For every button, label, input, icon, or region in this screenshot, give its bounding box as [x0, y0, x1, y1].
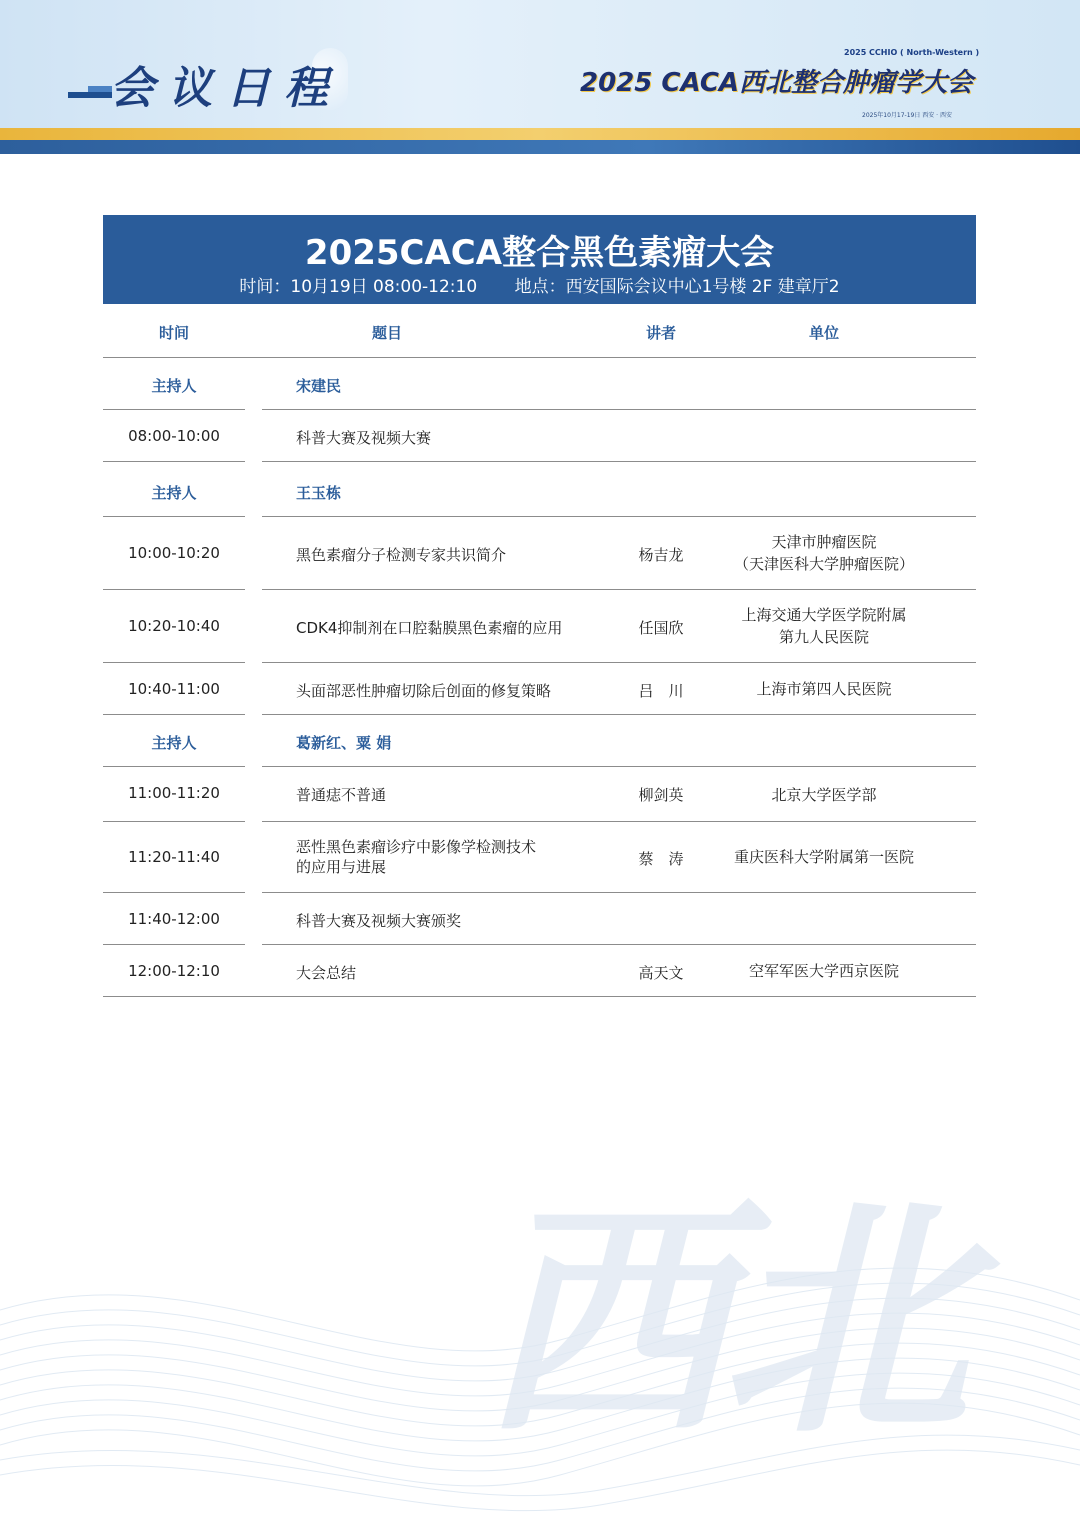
- host-name: 王玉栋: [296, 484, 342, 502]
- session-time: 时间：10月19日 08:00-12:10: [239, 277, 478, 297]
- session-info: [103, 272, 976, 297]
- row-speaker: 吕 川: [638, 682, 684, 700]
- logo-date: 2025年10月17-19日 西安 · 西安: [862, 112, 952, 119]
- host-name: 葛新红、粟 娟: [296, 734, 392, 752]
- section-title-block: [66, 48, 356, 120]
- row-time: 10:20-10:40: [128, 617, 220, 635]
- row-time: 12:00-12:10: [128, 962, 220, 980]
- row-speaker: 高天文: [638, 964, 684, 982]
- host-name: 宋建民: [296, 377, 342, 395]
- row-unit: 北京大学医学部: [771, 786, 877, 804]
- row-speaker: 任国欣: [638, 619, 684, 637]
- row-unit: [703, 604, 945, 648]
- row-unit: [703, 531, 945, 575]
- row-unit-line2: （天津医科大学肿瘤医院）: [733, 555, 914, 573]
- row-time: 11:20-11:40: [128, 848, 220, 866]
- host-row: [103, 715, 976, 767]
- row-time: 10:00-10:20: [128, 544, 220, 562]
- table-row: [103, 822, 976, 893]
- row-topic-line2: 的应用与进展: [296, 858, 387, 876]
- logo-subtitle: 2025 CCHIO ( North-Western ): [844, 48, 980, 57]
- row-unit-line1: 上海交通大学医学院附属: [741, 606, 907, 624]
- row-speaker: 杨吉龙: [638, 546, 684, 564]
- header-time: 时间: [158, 324, 189, 342]
- table-row: [103, 893, 976, 945]
- session-title: 2025CACA整合黑色素瘤大会: [304, 233, 775, 273]
- table-row: [103, 663, 976, 715]
- row-unit: 空军军医大学西京医院: [748, 962, 899, 980]
- header-topic: 题目: [372, 324, 403, 342]
- title-decor-bar-light: [88, 86, 112, 92]
- header-speaker: 讲者: [645, 324, 676, 342]
- table-row: [103, 410, 976, 462]
- host-label: 主持人: [151, 734, 197, 752]
- row-topic-line1: 恶性黑色素瘤诊疗中影像学检测技术: [296, 838, 537, 856]
- host-label: 主持人: [151, 484, 197, 502]
- conference-logo-title: 2025 CACA西北整合肿瘤学大会: [580, 68, 974, 98]
- row-topic: 大会总结: [296, 964, 357, 982]
- table-row: [103, 767, 976, 822]
- session-venue: 地点：西安国际会议中心1号楼 2F 建章厅2: [514, 277, 840, 297]
- session-banner: [103, 215, 976, 304]
- table-header: [103, 306, 976, 358]
- watermark-xibei: 西北: [480, 1173, 960, 1467]
- row-divider: [103, 996, 976, 998]
- row-unit: 重庆医科大学附属第一医院: [733, 848, 914, 866]
- row-topic: [296, 837, 536, 877]
- host-row: [103, 462, 976, 517]
- section-title: 会议日程: [110, 63, 342, 114]
- host-label: 主持人: [151, 377, 197, 395]
- row-topic: 普通痣不普通: [296, 786, 387, 804]
- row-speaker: 柳剑英: [638, 786, 684, 804]
- row-topic: CDK4抑制剂在口腔黏膜黑色素瘤的应用: [296, 619, 563, 637]
- table-row: [103, 945, 976, 997]
- row-unit: 上海市第四人民医院: [756, 680, 892, 698]
- row-time: 11:00-11:20: [128, 784, 220, 802]
- row-unit-line2: 第九人民医院: [778, 628, 869, 646]
- host-row: [103, 358, 976, 410]
- table-row: [103, 590, 976, 663]
- row-time: 11:40-12:00: [128, 910, 220, 928]
- row-topic: 科普大赛及视频大赛颁奖: [296, 912, 462, 930]
- row-speaker: 蔡 涛: [638, 850, 684, 868]
- header-gold-stripe: [0, 128, 1080, 140]
- header-band: [0, 0, 1080, 128]
- header-unit: 单位: [808, 324, 839, 342]
- row-unit-line1: 天津市肿瘤医院: [771, 533, 877, 551]
- table-row: [103, 517, 976, 590]
- row-topic: 科普大赛及视频大赛: [296, 429, 432, 447]
- title-decor-bar: [68, 92, 112, 98]
- row-time: 10:40-11:00: [128, 680, 220, 698]
- row-time: 08:00-10:00: [128, 427, 220, 445]
- row-topic: 头面部恶性肿瘤切除后创面的修复策略: [296, 682, 552, 700]
- header-blue-stripe: [0, 140, 1080, 154]
- row-topic: 黑色素瘤分子检测专家共识简介: [296, 546, 507, 564]
- schedule-table: [103, 306, 976, 997]
